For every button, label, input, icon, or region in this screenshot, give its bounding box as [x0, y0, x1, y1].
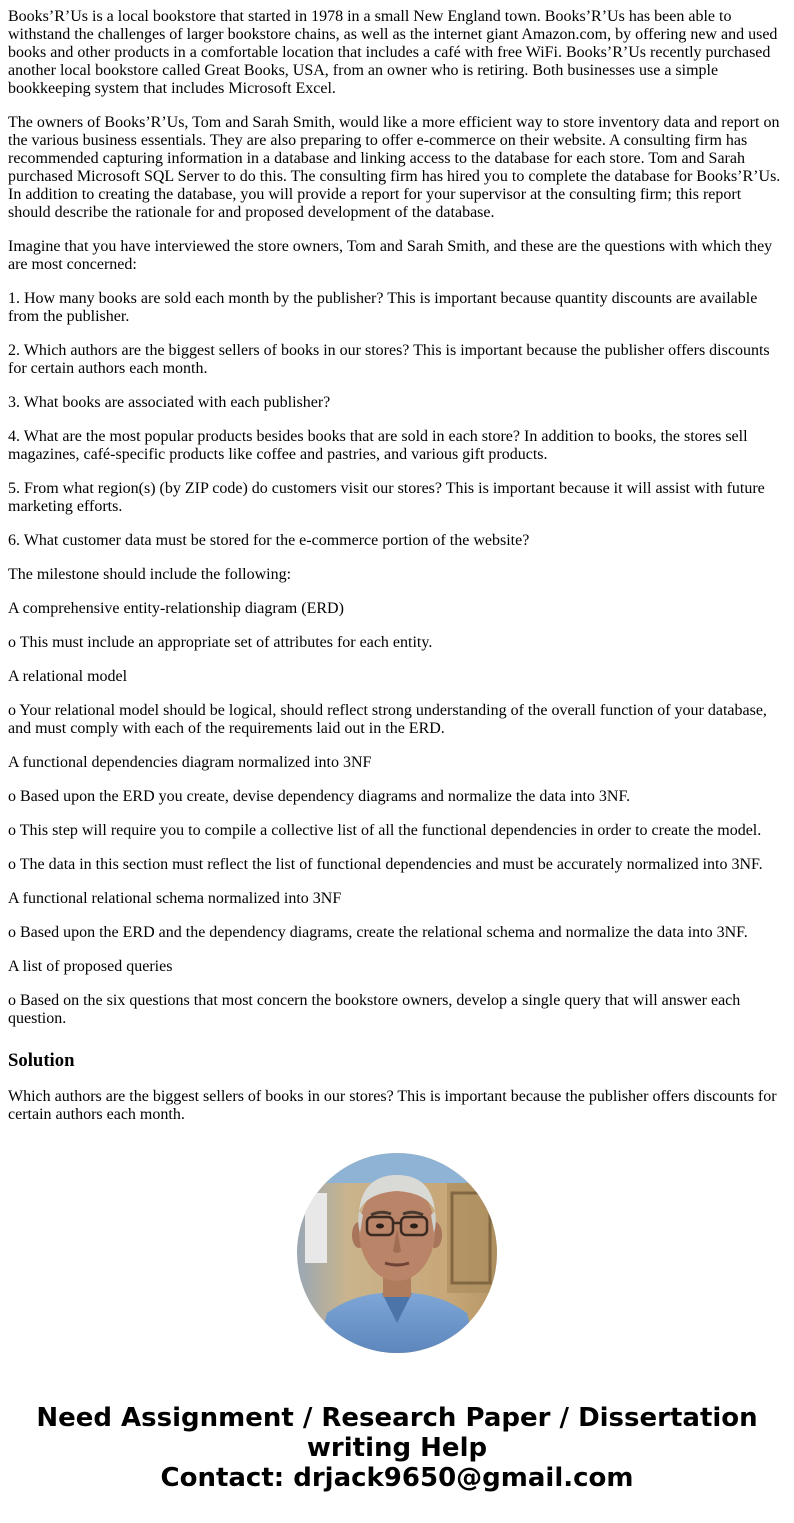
question-6: 6. What customer data must be stored for the e-commerce portion of the website?: [8, 532, 530, 549]
avatar-portrait: [297, 1153, 497, 1353]
promo-banner: [0, 1403, 794, 1493]
promo-contact: Contact: drjack9650@gmail.com: [160, 1463, 634, 1493]
question-5: 5. From what region(s) (by ZIP code) do customers visit our stores? This is important because it will assist with future marketing efforts.: [8, 480, 765, 515]
milestone-intro: The milestone should include the following:: [8, 566, 292, 583]
milestone-erd-note: o This must include an appropriate set of attributes for each entity.: [8, 634, 433, 651]
question-3: 3. What books are associated with each publisher?: [8, 394, 331, 411]
owners-paragraph: The owners of Books’R’Us, Tom and Sarah Smith, would like a more efficient way to store inventory data and report on the various business essentials. They are also preparing to offer e-commerce on their website. A consulting firm has recommended capturing information in a database and linking access to the database for each store. Tom and Sarah purchased Microsoft SQL Server to do this. The consulting firm has hired you to complete the database for Books’R’Us. In addition to creating the database, you will provide a report for your supervisor at the consulting firm; this report should describe the rationale for and proposed development of the database.: [8, 114, 781, 221]
solution-heading: Solution: [8, 1050, 75, 1071]
milestone-fd-note-3: o The data in this section must reflect the list of functional dependencies and must be accurately normalized into 3NF.: [8, 856, 763, 873]
promo-line-1: Need Assignment / Research Paper / Dissertation: [36, 1403, 758, 1433]
question-2: 2. Which authors are the biggest sellers of books in our stores? This is important because the publisher offers discounts for certain authors each month.: [8, 342, 770, 377]
avatar: [297, 1153, 497, 1353]
solution-text: Which authors are the biggest sellers of books in our stores? This is important because the publisher offers discounts for certain authors each month.: [8, 1088, 777, 1123]
milestone-queries-note: o Based on the six questions that most concern the bookstore owners, develop a single query that will answer each question.: [8, 992, 741, 1027]
milestone-relational-model-note: o Your relational model should be logical, should reflect strong understanding of the overall function of your database, and must comply with each of the requirements laid out in the ERD.: [8, 702, 767, 737]
interview-paragraph: Imagine that you have interviewed the store owners, Tom and Sarah Smith, and these are the questions with which they are most concerned:: [8, 238, 773, 273]
milestone-queries: A list of proposed queries: [8, 958, 173, 975]
milestone-relational-model: A relational model: [8, 668, 128, 685]
question-1: 1. How many books are sold each month by the publisher? This is important because quantity discounts are available from the publisher.: [8, 290, 758, 325]
intro-paragraph: Books’R’Us is a local bookstore that started in 1978 in a small New England town. Books’R’Us has been able to withstand the challenges of larger bookstore chains, as well as the internet giant Amazon.com, by offering new and used books and other products in a comfortable location that includes a café with free WiFi. Books’R’Us recently purchased another local bookstore called Great Books, USA, from an owner who is retiring. Both businesses use a simple bookkeeping system that includes Microsoft Excel.: [8, 8, 778, 97]
milestone-erd: A comprehensive entity-relationship diagram (ERD): [8, 600, 344, 617]
milestone-schema: A functional relational schema normalized into 3NF: [8, 890, 342, 907]
milestone-fd-diagram: A functional dependencies diagram normalized into 3NF: [8, 754, 372, 771]
milestone-fd-note-1: o Based upon the ERD you create, devise dependency diagrams and normalize the data into 3NF.: [8, 788, 631, 805]
milestone-schema-note: o Based upon the ERD and the dependency diagrams, create the relational schema and normalize the data into 3NF.: [8, 924, 748, 941]
document-body: [8, 8, 784, 1140]
promo-line-2: writing Help: [306, 1433, 488, 1463]
milestone-fd-note-2: o This step will require you to compile a collective list of all the functional dependencies in order to create the model.: [8, 822, 762, 839]
question-4: 4. What are the most popular products besides books that are sold in each store? In addition to books, the stores sell magazines, café-specific products like coffee and pastries, and various gift products.: [8, 428, 748, 463]
